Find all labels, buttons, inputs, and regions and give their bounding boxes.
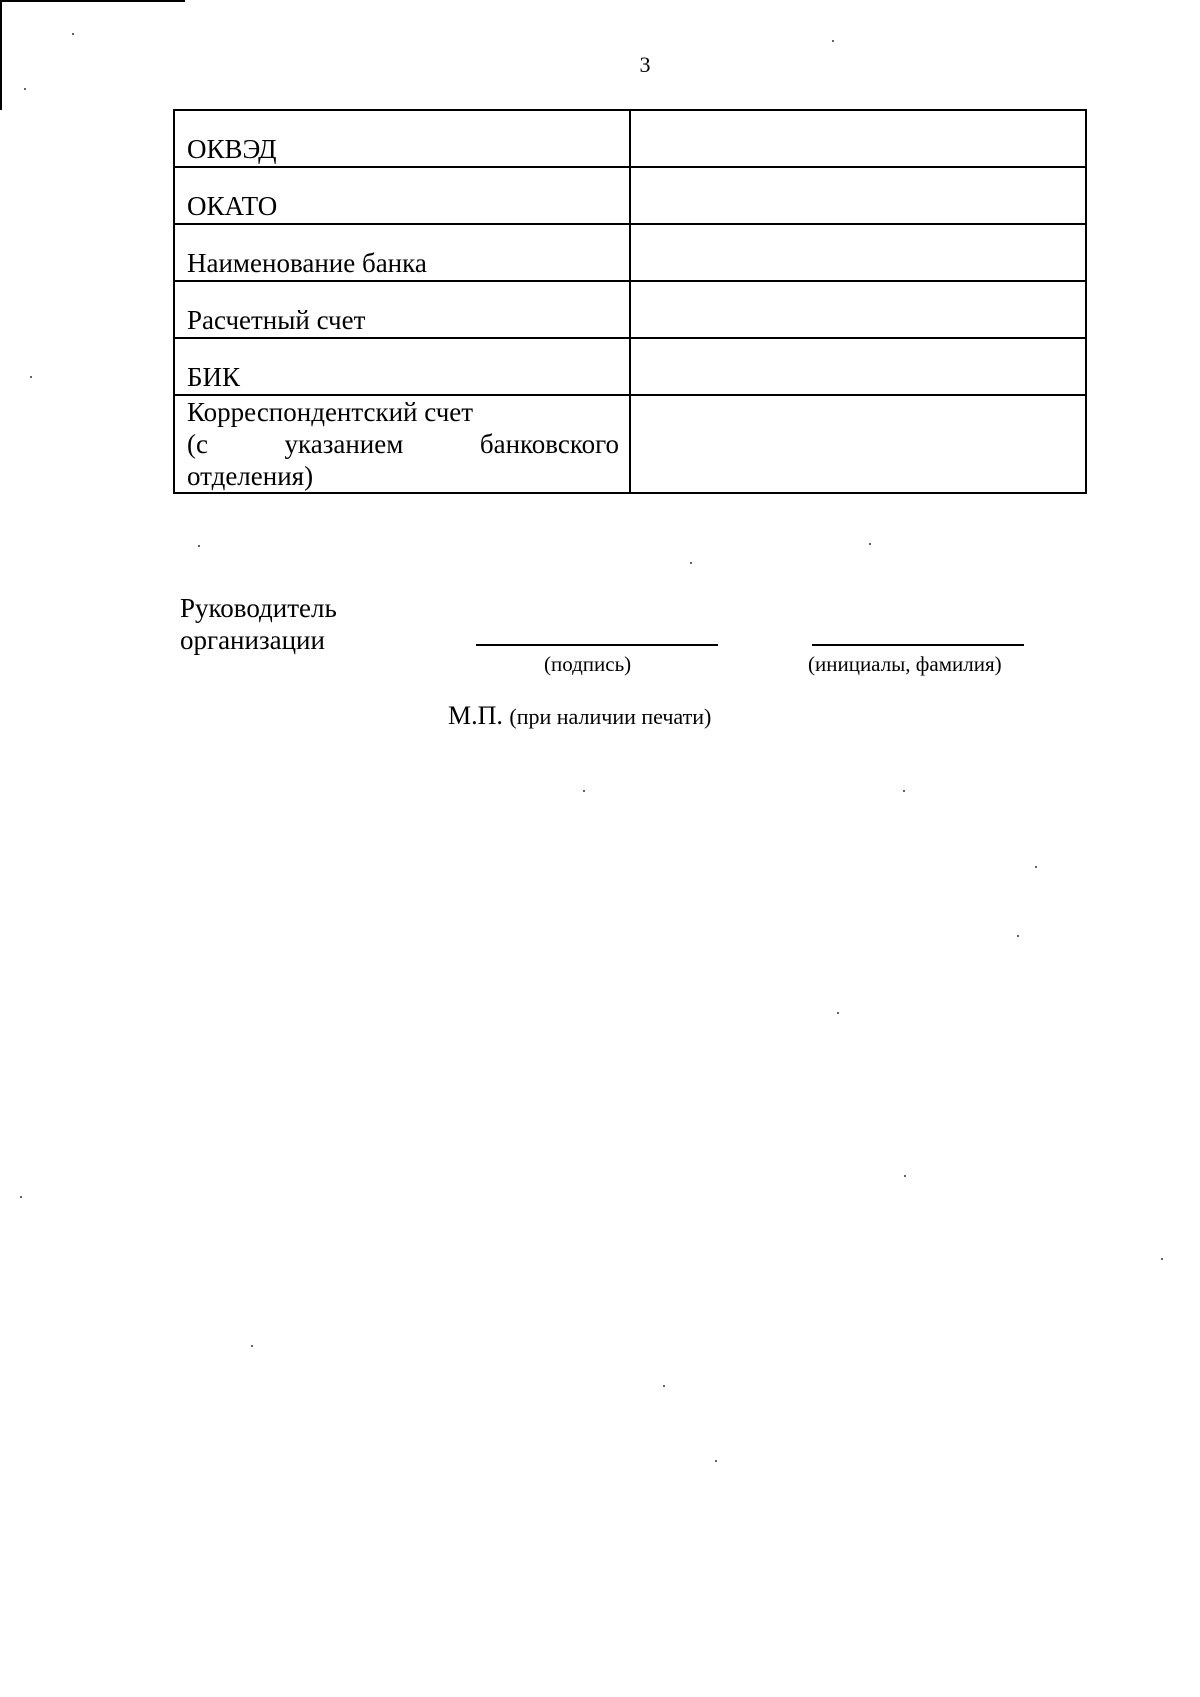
okato-value — [630, 167, 1086, 224]
corr-account-label — [174, 395, 630, 493]
corr-account-line3: отделения) — [187, 461, 314, 491]
signature-block — [180, 592, 1080, 692]
scan-edge-mark-vertical — [0, 0, 2, 110]
requisites-table — [173, 109, 1087, 494]
name-line — [812, 644, 1024, 646]
bik-value — [630, 338, 1086, 395]
scan-speck — [715, 1460, 717, 1462]
scan-speck — [904, 1175, 906, 1177]
bank-name-value — [630, 224, 1086, 281]
scan-speck — [251, 1345, 253, 1347]
scan-speck — [690, 562, 692, 564]
table-row-corr-account — [174, 395, 1086, 493]
scan-speck — [837, 1012, 839, 1014]
okved-label: ОКВЭД — [174, 110, 630, 167]
corr-account-line1: Корреспондентский счет — [187, 397, 474, 427]
table-row-okato — [174, 167, 1086, 224]
signature-line — [476, 644, 718, 646]
scan-speck — [24, 88, 26, 90]
stamp-note-text: (при наличии печати) — [509, 704, 712, 729]
scan-speck — [198, 545, 200, 547]
corr-account-value — [630, 395, 1086, 493]
head-label-line2: организации — [180, 625, 325, 655]
settlement-account-label: Расчетный счет — [174, 281, 630, 338]
corr-account-word1: (с — [187, 429, 208, 459]
scan-speck — [583, 790, 585, 792]
scan-speck — [903, 790, 905, 792]
scan-speck — [663, 1385, 665, 1387]
bank-name-label: Наименование банка — [174, 224, 630, 281]
scan-speck — [869, 543, 871, 545]
scan-speck — [1035, 866, 1037, 868]
corr-account-line2 — [187, 428, 619, 460]
head-label-line1: Руководитель — [180, 593, 337, 623]
scan-speck — [20, 1196, 22, 1198]
table-row-bank-name — [174, 224, 1086, 281]
page-number: 3 — [639, 52, 651, 77]
scan-speck — [832, 40, 834, 42]
scan-speck — [30, 376, 32, 378]
scan-edge-mark — [0, 0, 185, 2]
head-label — [180, 592, 337, 656]
scan-speck — [72, 33, 74, 35]
okved-value — [630, 110, 1086, 167]
signature-caption: (подпись) — [544, 652, 632, 676]
name-caption: (инициалы, фамилия) — [808, 652, 1002, 676]
corr-account-word2: указанием — [284, 429, 404, 459]
table-row-settlement-account — [174, 281, 1086, 338]
scan-speck — [1161, 1258, 1163, 1260]
stamp-note — [448, 701, 711, 731]
table-row-okved — [174, 110, 1086, 167]
stamp-abbr: М.П. — [448, 701, 503, 730]
bik-label: БИК — [174, 338, 630, 395]
scan-speck — [1017, 935, 1019, 937]
okato-label: ОКАТО — [174, 167, 630, 224]
corr-account-word3: банковского — [479, 429, 619, 459]
settlement-account-value — [630, 281, 1086, 338]
table-row-bik — [174, 338, 1086, 395]
